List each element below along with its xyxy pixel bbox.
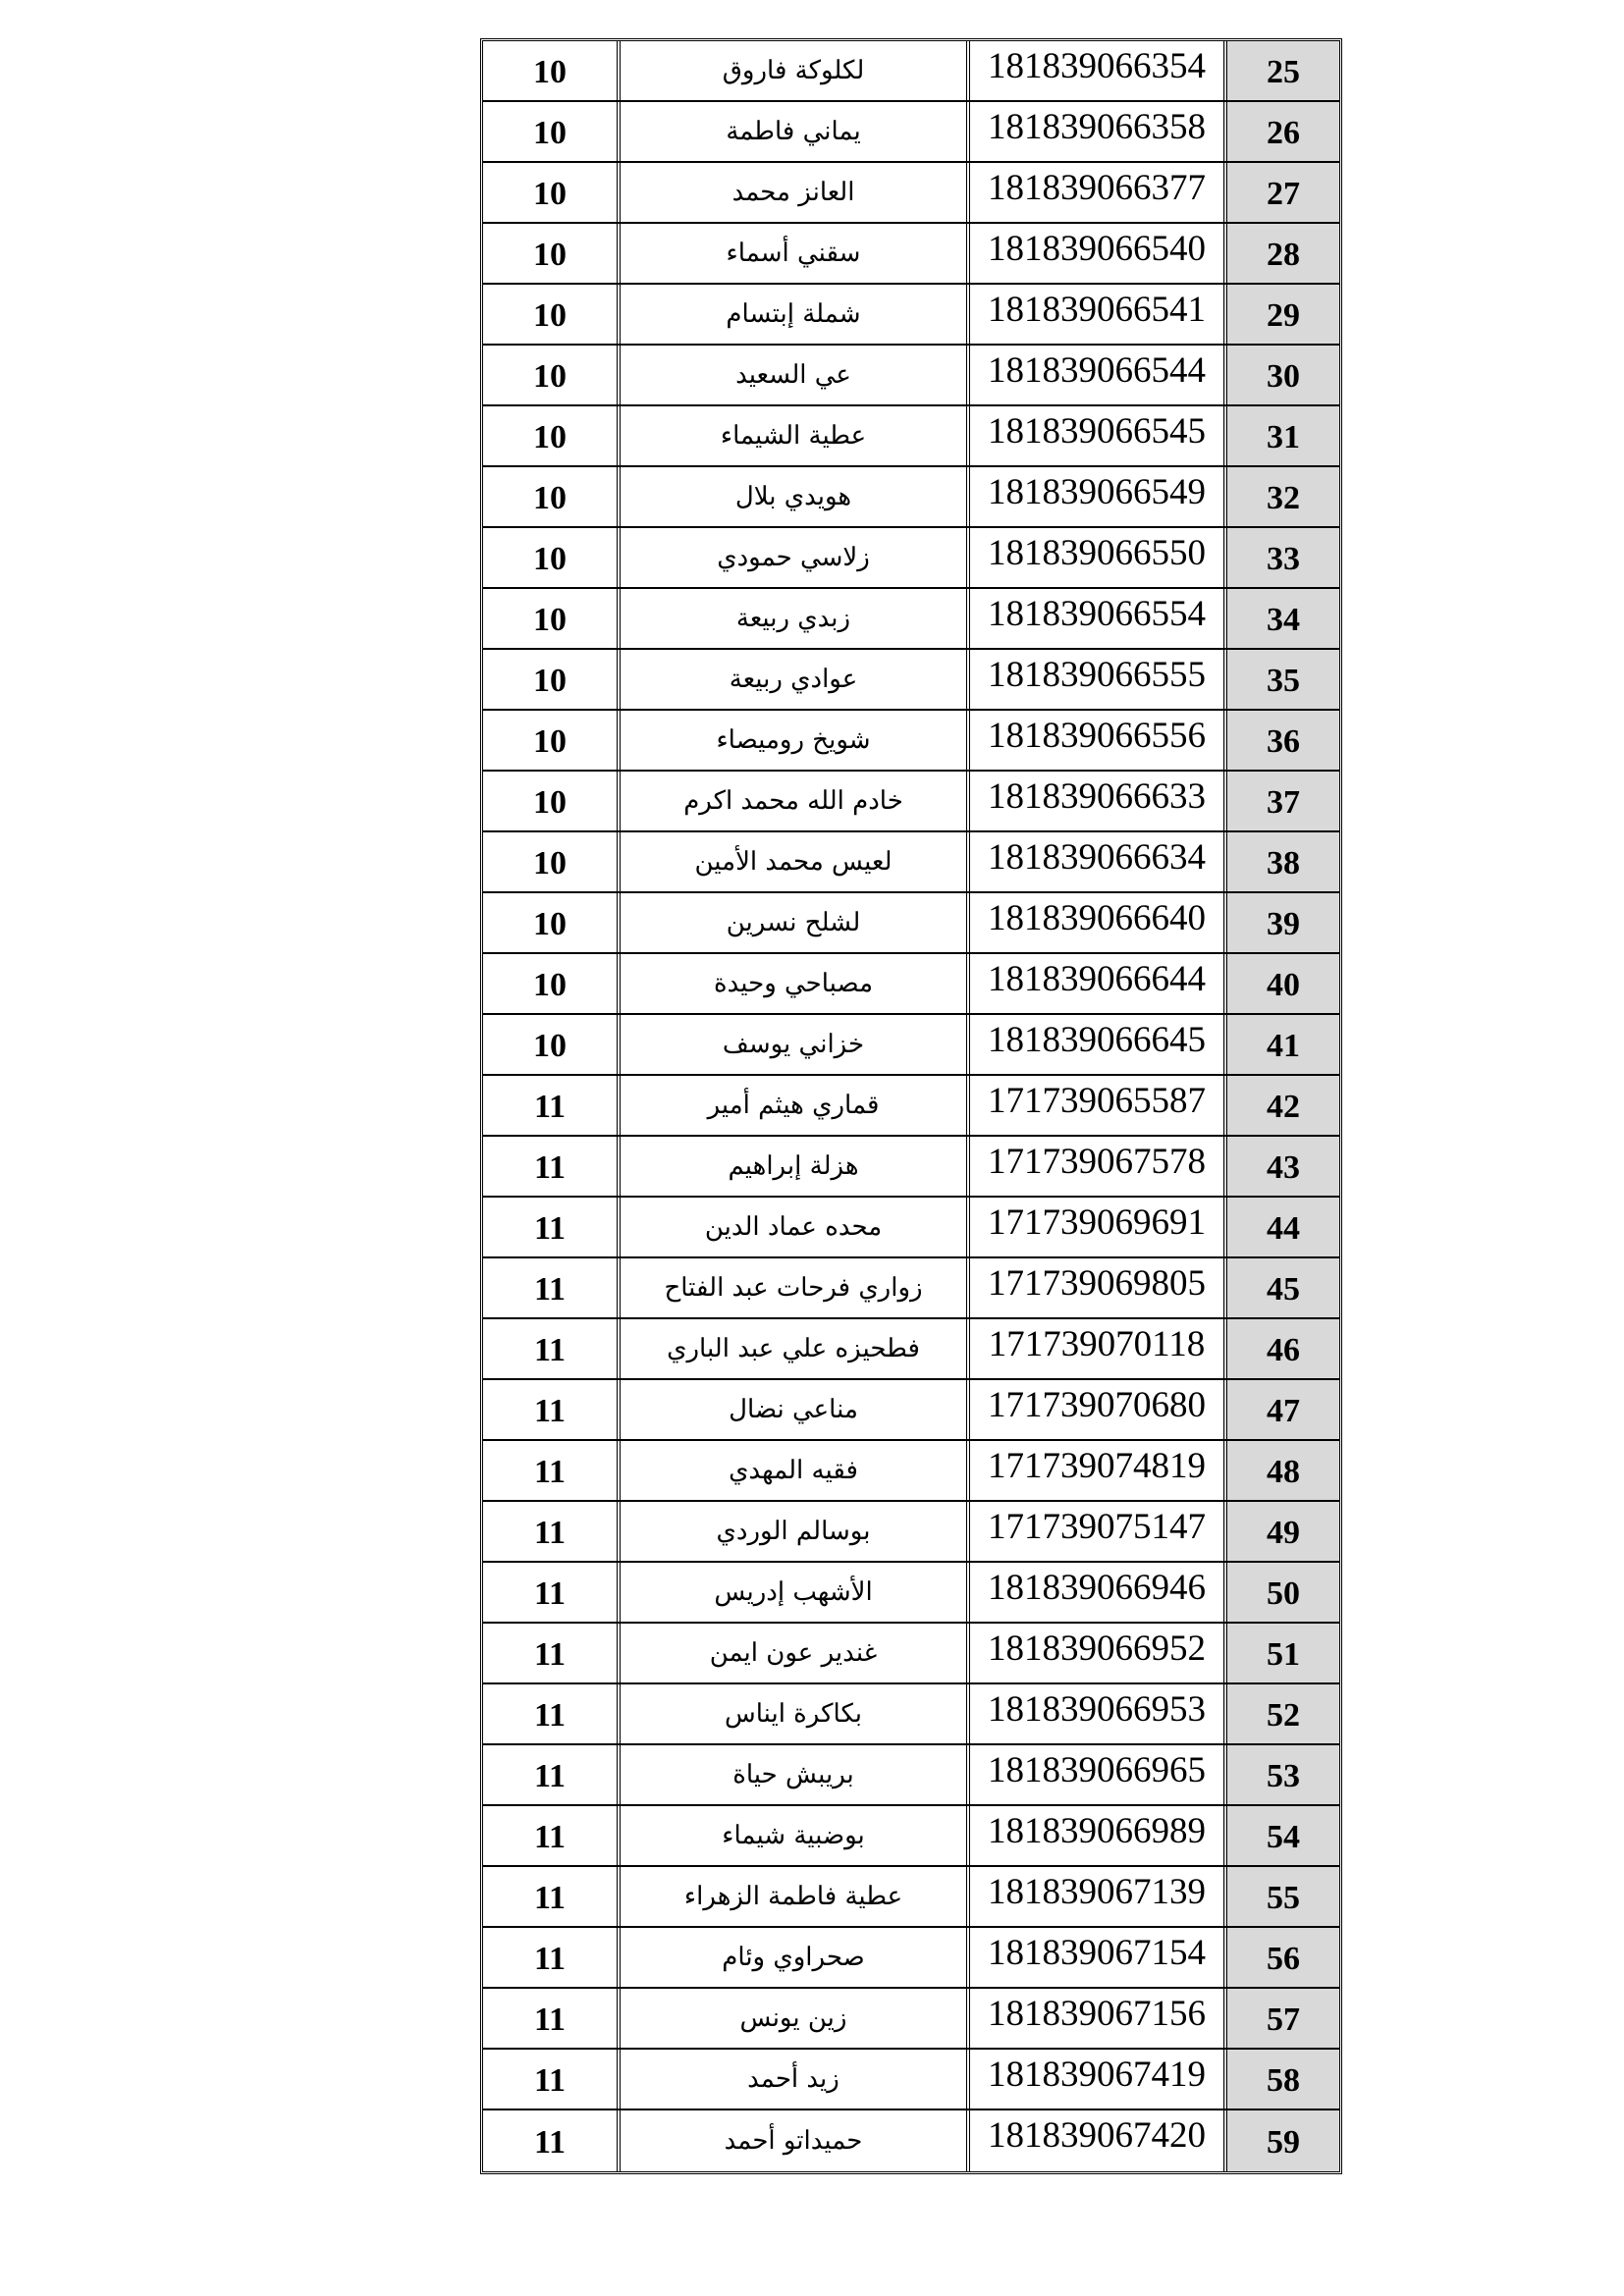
student-id-cell: 181839066544 [966,346,1223,404]
student-name-cell: غندير عون ايمن [617,1624,966,1682]
student-name-cell: شويخ روميصاء [617,711,966,770]
table-row [483,1258,1339,1319]
group-number-cell: 10 [533,115,567,151]
student-name-cell: زيد أحمد [617,2050,966,2109]
row-index-cell: 53 [1223,1745,1339,1804]
student-id-cell: 181839066645 [966,1015,1223,1074]
student-id-cell: 181839066377 [966,163,1223,222]
row-index-cell: 39 [1223,893,1339,952]
student-id-cell: 181839066354 [966,41,1223,100]
group-number-cell: 11 [533,1332,567,1368]
student-name-cell: مصباحي وحيدة [617,954,966,1013]
row-index-cell: 40 [1223,954,1339,1013]
student-id-cell: 181839067419 [966,2050,1223,2109]
group-number-cell: 10 [533,176,567,212]
student-id-cell: 181839066555 [966,650,1223,709]
student-id-cell: 181839066550 [966,528,1223,587]
table-row [483,1806,1339,1867]
group-number-cell: 10 [533,967,567,1003]
row-index-cell: 26 [1223,102,1339,161]
group-number-cell: 11 [533,1758,567,1794]
row-index-cell: 57 [1223,1989,1339,2048]
group-number-cell: 11 [533,1575,567,1612]
table-row [483,528,1339,589]
student-name-cell: زلاسي حمودي [617,528,966,587]
student-id-cell: 171739069805 [966,1258,1223,1317]
table-row [483,2110,1339,2171]
row-index-cell: 46 [1223,1319,1339,1378]
student-name-cell: زواري فرحات عبد الفتاح [617,1258,966,1317]
table-row [483,893,1339,954]
group-number-cell: 11 [533,1819,567,1855]
student-id-cell: 181839066545 [966,406,1223,465]
table-row [483,1380,1339,1441]
row-index-cell: 28 [1223,224,1339,283]
student-name-cell: بريبش حياة [617,1745,966,1804]
group-number-cell: 10 [533,1028,567,1064]
student-id-cell: 181839067420 [966,2110,1223,2171]
student-id-cell: 181839067154 [966,1928,1223,1987]
student-id-cell: 181839066358 [966,102,1223,161]
student-id-cell: 181839067139 [966,1867,1223,1926]
student-roster-table [480,38,1342,2174]
student-id-cell: 171739067578 [966,1137,1223,1196]
student-name-cell: هويدي بلال [617,467,966,526]
table-row [483,102,1339,163]
table-row [483,589,1339,650]
group-number-cell: 10 [533,297,567,334]
table-row [483,163,1339,224]
row-index-cell: 54 [1223,1806,1339,1865]
group-number-cell: 11 [533,1636,567,1673]
student-name-cell: هزلة إبراهيم [617,1137,966,1196]
group-number-cell: 11 [533,1149,567,1186]
student-id-cell: 181839066644 [966,954,1223,1013]
student-id-cell: 181839066640 [966,893,1223,952]
table-row [483,1137,1339,1198]
table-row [483,1624,1339,1684]
table-row [483,772,1339,832]
student-id-cell: 181839066952 [966,1624,1223,1682]
group-number-cell: 11 [533,1515,567,1551]
row-index-cell: 41 [1223,1015,1339,1074]
row-index-cell: 59 [1223,2110,1339,2171]
row-index-cell: 36 [1223,711,1339,770]
student-name-cell: زبدي ربيعة [617,589,966,648]
row-index-cell: 35 [1223,650,1339,709]
table-row [483,1076,1339,1137]
group-number-cell: 10 [533,54,567,90]
row-index-cell: 56 [1223,1928,1339,1987]
row-index-cell: 27 [1223,163,1339,222]
group-number-cell: 10 [533,358,567,395]
table-row [483,41,1339,102]
table-row [483,1684,1339,1745]
group-number-cell: 10 [533,541,567,577]
table-row [483,1928,1339,1989]
row-index-cell: 42 [1223,1076,1339,1135]
table-row [483,406,1339,467]
row-index-cell: 32 [1223,467,1339,526]
table-row [483,1015,1339,1076]
table-row [483,1319,1339,1380]
group-number-cell: 10 [533,723,567,760]
group-number-cell: 10 [533,784,567,821]
group-number-cell: 11 [533,2002,567,2038]
student-name-cell: عطية فاطمة الزهراء [617,1867,966,1926]
student-name-cell: عوادي ربيعة [617,650,966,709]
table-row [483,711,1339,772]
student-id-cell: 171739070680 [966,1380,1223,1439]
row-index-cell: 48 [1223,1441,1339,1500]
student-name-cell: مناعي نضال [617,1380,966,1439]
group-number-cell: 10 [533,663,567,699]
student-name-cell: فطحيزه علي عبد الباري [617,1319,966,1378]
student-id-cell: 181839066556 [966,711,1223,770]
student-name-cell: سقني أسماء [617,224,966,283]
student-name-cell: عي السعيد [617,346,966,404]
student-name-cell: محده عماد الدين [617,1198,966,1256]
group-number-cell: 10 [533,602,567,638]
row-index-cell: 51 [1223,1624,1339,1682]
table-row [483,346,1339,406]
row-index-cell: 52 [1223,1684,1339,1743]
student-name-cell: قماري هيثم أمير [617,1076,966,1135]
table-row [483,1745,1339,1806]
group-number-cell: 11 [533,1880,567,1916]
group-number-cell: 11 [533,1393,567,1429]
row-index-cell: 49 [1223,1502,1339,1561]
row-index-cell: 29 [1223,285,1339,344]
student-name-cell: شملة إبتسام [617,285,966,344]
student-id-cell: 171739069691 [966,1198,1223,1256]
table-row [483,2050,1339,2110]
group-number-cell: 11 [533,1089,567,1125]
group-number-cell: 10 [533,906,567,942]
table-row [483,1989,1339,2050]
group-number-cell: 11 [533,1210,567,1247]
group-number-cell: 10 [533,237,567,273]
student-name-cell: العانز محمد [617,163,966,222]
table-row [483,650,1339,711]
row-index-cell: 44 [1223,1198,1339,1256]
group-number-cell: 10 [533,480,567,516]
group-number-cell: 11 [533,2062,567,2099]
student-name-cell: خادم الله محمد اكرم [617,772,966,830]
student-name-cell: لكلوكة فاروق [617,41,966,100]
row-index-cell: 34 [1223,589,1339,648]
group-number-cell: 10 [533,845,567,881]
row-index-cell: 31 [1223,406,1339,465]
row-index-cell: 30 [1223,346,1339,404]
student-id-cell: 181839066989 [966,1806,1223,1865]
student-name-cell: بكاكرة ايناس [617,1684,966,1743]
student-name-cell: حميداتو أحمد [617,2110,966,2171]
student-name-cell: فقيه المهدي [617,1441,966,1500]
student-name-cell: صحراوي وئام [617,1928,966,1987]
student-id-cell: 171739065587 [966,1076,1223,1135]
group-number-cell: 11 [533,1271,567,1308]
row-index-cell: 58 [1223,2050,1339,2109]
student-name-cell: عطية الشيماء [617,406,966,465]
student-id-cell: 181839066541 [966,285,1223,344]
student-id-cell: 181839066634 [966,832,1223,891]
group-number-cell: 10 [533,419,567,455]
student-id-cell: 181839066554 [966,589,1223,648]
student-id-cell: 171739070118 [966,1319,1223,1378]
student-name-cell: يماني فاطمة [617,102,966,161]
table-row [483,467,1339,528]
row-index-cell: 37 [1223,772,1339,830]
student-id-cell: 181839066549 [966,467,1223,526]
group-number-cell: 11 [533,1697,567,1734]
table-row [483,224,1339,285]
table-row [483,285,1339,346]
row-index-cell: 43 [1223,1137,1339,1196]
table-row [483,1441,1339,1502]
student-name-cell: لشلح نسرين [617,893,966,952]
row-index-cell: 25 [1223,41,1339,100]
group-number-cell: 11 [533,1454,567,1490]
student-id-cell: 181839066633 [966,772,1223,830]
student-id-cell: 181839066965 [966,1745,1223,1804]
table-row [483,1563,1339,1624]
table-row [483,954,1339,1015]
student-id-cell: 181839066540 [966,224,1223,283]
student-name-cell: بوضبية شيماء [617,1806,966,1865]
row-index-cell: 38 [1223,832,1339,891]
row-index-cell: 50 [1223,1563,1339,1622]
student-name-cell: لعيس محمد الأمين [617,832,966,891]
group-number-cell: 11 [533,2124,567,2161]
row-index-cell: 55 [1223,1867,1339,1926]
row-index-cell: 47 [1223,1380,1339,1439]
table-row [483,1198,1339,1258]
group-number-cell: 11 [533,1941,567,1977]
student-name-cell: بوسالم الوردي [617,1502,966,1561]
student-name-cell: خزاني يوسف [617,1015,966,1074]
table-row [483,1502,1339,1563]
table-row [483,1867,1339,1928]
student-id-cell: 171739074819 [966,1441,1223,1500]
student-name-cell: الأشهب إدريس [617,1563,966,1622]
student-id-cell: 181839066946 [966,1563,1223,1622]
student-id-cell: 181839067156 [966,1989,1223,2048]
row-index-cell: 45 [1223,1258,1339,1317]
student-id-cell: 171739075147 [966,1502,1223,1561]
student-id-cell: 181839066953 [966,1684,1223,1743]
table-row [483,832,1339,893]
student-name-cell: زين يونس [617,1989,966,2048]
row-index-cell: 33 [1223,528,1339,587]
